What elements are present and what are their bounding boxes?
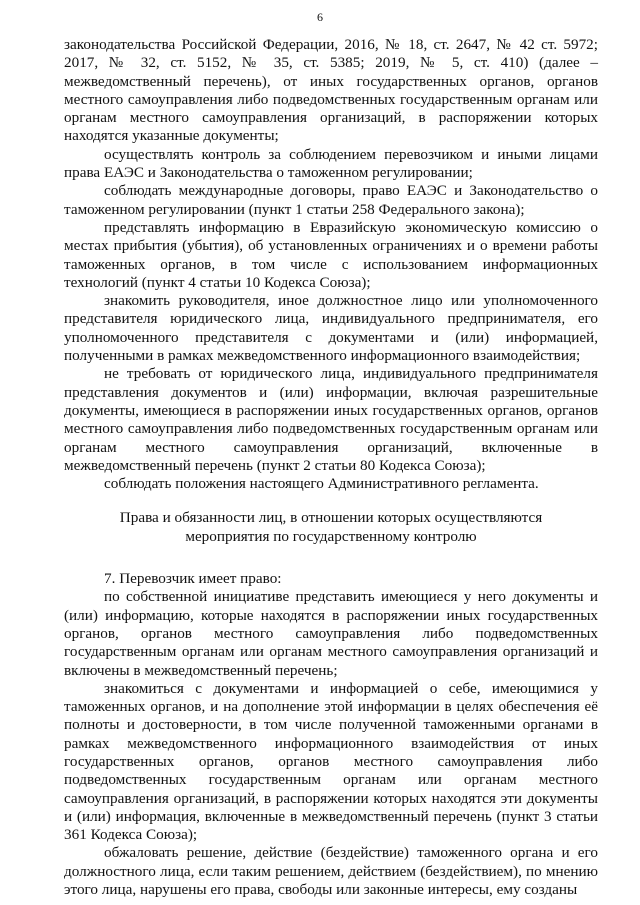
paragraph: знакомиться с документами и информацией о себе, имеющимися у таможенных органов, и на дополнение этой информации в целях обеспечения её полноты и достоверности, в том числе полученной таможенными органами в рамках межведомственного информационного взаимодействия от иных государственных органов, органов местного самоуправления либо подведомственных государственным органам или органам местного самоуправления организаций, в распоряжении которых находятся эти документы и (или) информация, включенные в межведомственный перечень (пункт 3 статьи 361 Кодекса Союза); bbox=[64, 679, 598, 844]
paragraph: по собственной инициативе представить имеющиеся у него документы и (или) информацию, которые находятся в распоряжении иных государственных органов, органов местного самоуправления либо подведомственных государственным органам или органам местного самоуправления организаций и включены в межведомственный перечень; bbox=[64, 588, 598, 679]
page-number: 6 bbox=[317, 10, 323, 24]
document-body bbox=[64, 36, 598, 899]
paragraph: 7. Перевозчик имеет право: bbox=[104, 570, 282, 588]
section-heading-line: мероприятия по государственному контролю bbox=[185, 527, 477, 545]
paragraph: представлять информацию в Евразийскую экономическую комиссию о местах прибытия (убытия), об установленных ограничениях и о времени работы таможенных органов, в том числе с использованием информационных технологий (пункт 4 статьи 10 Кодекса Союза); bbox=[64, 218, 598, 291]
paragraph-continuation: законодательства Российской Федерации, 2016, № 18, ст. 2647, № 42 ст. 5972; 2017, № 32, ст. 5152, № 35, ст. 5385; 2019, № 5, ст. 410) (далее – межведомственный перечень), от иных государственных органов, органов местного самоуправления либо подведомственных государственным органам или органам местного самоуправления организаций, в распоряжении которых находятся указанные документы; bbox=[64, 36, 598, 145]
paragraph: знакомить руководителя, иное должностное лицо или уполномоченного представителя юридического лица, индивидуального предпринимателя, его уполномоченного представителя с документами и (или) информацией, полученными в рамках межведомственного информационного взаимодействия; bbox=[64, 292, 598, 365]
paragraph: соблюдать положения настоящего Административного регламента. bbox=[104, 475, 539, 493]
paragraph: осуществлять контроль за соблюдением перевозчиком и иными лицами права ЕАЭС и Законодательства о таможенном регулировании; bbox=[64, 145, 598, 182]
paragraph: не требовать от юридического лица, индивидуального предпринимателя представления документов и (или) информации, включая разрешительные документы, имеющиеся в распоряжении иных государственных органов, органов местного самоуправления либо подведомственных государственным органам или органам местного самоуправления организаций, включенные в межведомственный перечень (пункт 2 статьи 80 Кодекса Союза); bbox=[64, 365, 598, 474]
section-heading-line: Права и обязанности лиц, в отношении которых осуществляются bbox=[119, 509, 543, 527]
section-heading bbox=[64, 509, 598, 546]
paragraph: обжаловать решение, действие (бездействие) таможенного органа и его должностного лица, если таким решением, действием (бездействием), по мнению этого лица, нарушены его права, свободы или законные интересы, ему созданы bbox=[64, 844, 598, 899]
paragraph: соблюдать международные договоры, право ЕАЭС и Законодательство о таможенном регулировании (пункт 1 статьи 258 Федерального закона); bbox=[64, 182, 598, 218]
